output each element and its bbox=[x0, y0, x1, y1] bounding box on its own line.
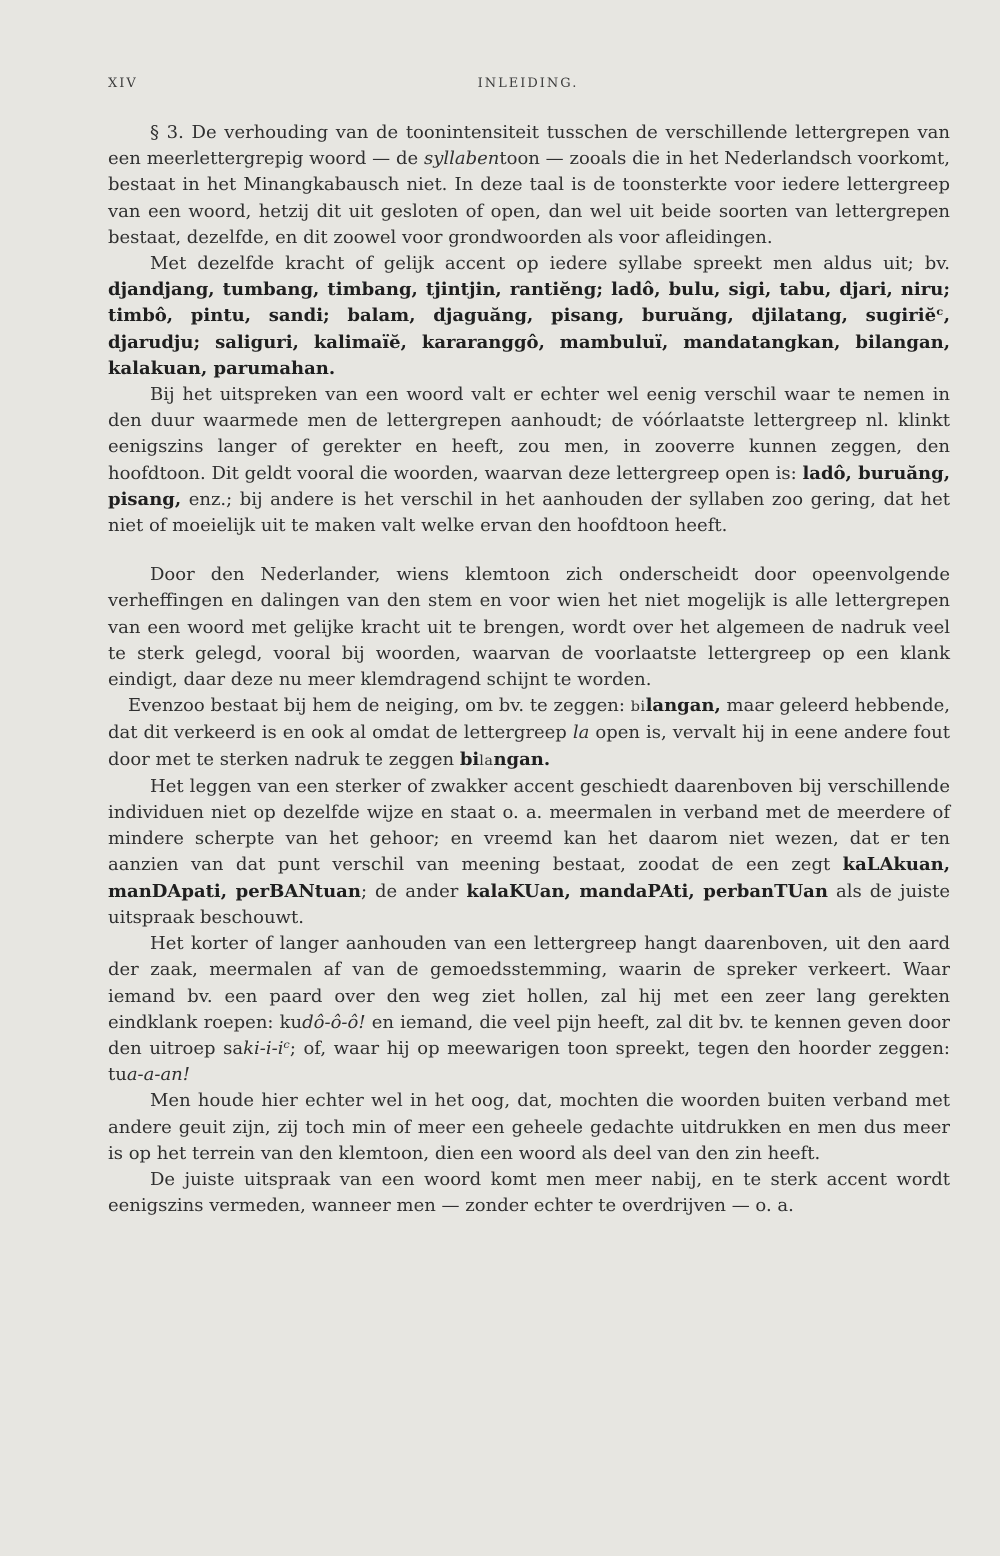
text-run: Het leggen van een sterker of zwakker accent geschiedt daarenboven bij verschillende individuen niet op dezelfde wijze en staat o. a. meermalen in verband met de meerdere of mindere scherpte van het gehoor; en vreemd kan het daarom niet wezen, dat er ten aanzien van dat punt verschil van meening bestaat, zoodat de een zegt bbox=[108, 775, 950, 876]
italic-term: a-a-an! bbox=[126, 1064, 191, 1086]
text-run: ; of, waar hij op meewarigen toon spreekt, tegen den hoorder zeggen: tu bbox=[108, 1037, 950, 1086]
italic-term: ki-i-iᶜ bbox=[243, 1037, 290, 1059]
paragraph-p8 bbox=[108, 1088, 950, 1167]
text-run: maar geleerd hebbende, dat dit verkeerd is en ook al omdat de lettergreep bbox=[108, 695, 950, 744]
bold-term: djandjang, tumbang, timbang, tjintjin, rantiĕng; ladô, bulu, sigi, tabu, djari, niru; timbô, pintu, sandi; balam, djaguăng, pisang, buruăng, djilatang, sugiriĕᶜ, djarudju; saliguri, kalimaïĕ, kararanggô, mambuluï, mandatangkan, bilangan, kalakuan, parumahan. bbox=[108, 279, 950, 379]
text-run: toon — zooals die in het Nederlandsch voorkomt, bestaat in het Minangkabausch niet. In deze taal is de toonsterkte voor iedere lettergreep van een woord, hetzij dit uit gesloten of open, dan wel uit beide soorten van lettergrepen bestaat, dezelfde, en dit zoowel voor grondwoorden als voor afleidingen. bbox=[108, 148, 950, 248]
italic-term: syllaben bbox=[423, 148, 500, 170]
text-run: Door den Nederlander, wiens klemtoon zich onderscheidt door opeenvolgende verheffingen en dalingen van den stem en voor wien het niet mogelijk is alle lettergrepen van een woord met gelijke kracht uit te brengen, wordt over het algemeen de nadruk veel te sterk gelegd, vooral bij woorden, waarvan de voorlaatste lettergreep op een klank eindigt, daar deze nu meer klemdragend schijnt te worden. bbox=[108, 564, 950, 691]
bold-term: ngan. bbox=[493, 748, 551, 770]
text-run: bi bbox=[630, 699, 646, 716]
text-run: De juiste uitspraak van een woord komt men meer nabij, en te sterk accent wordt eenigszins vermeden, wanneer men — zonder echter te overdrijven — o. a. bbox=[108, 1168, 950, 1217]
body-text bbox=[108, 120, 950, 1219]
text-run: ; de ander bbox=[360, 880, 467, 902]
italic-term: dô-ô-ô! bbox=[302, 1011, 366, 1033]
bold-term: langan, bbox=[645, 695, 721, 717]
text-run: Bij het uitspreken van een woord valt er echter wel eenig verschil waar te nemen in den duur waarmede men de lettergrepen aanhoudt; de vóórlaatste lettergreep nl. klinkt eenigszins langer of gerekter en heeft, zou men, in zooverre kunnen zeggen, den hoofdtoon. Dit geldt vooral die woorden, waarvan deze lettergreep open is: bbox=[108, 384, 950, 484]
bold-term: kalaKUan, mandaPAti, perbanTUan bbox=[466, 880, 828, 902]
italic-term: la bbox=[572, 722, 590, 744]
paragraph-p1 bbox=[108, 120, 950, 251]
text-run: Men houde hier echter wel in het oog, dat, mochten die woorden buiten verband met andere geuit zijn, zij toch min of meer een geheele gedachte uitdrukken en men dus meer is op het terrein van den klemtoon, dien een woord als deel van den zin heeft. bbox=[108, 1090, 950, 1164]
paragraph-p2 bbox=[108, 251, 950, 382]
running-head bbox=[108, 76, 948, 98]
running-title: INLEIDING. bbox=[477, 76, 579, 91]
text-run: enz.; bij andere is het verschil in het aanhouden der syllaben zoo gering, dat het niet of moeielijk uit te maken valt welke ervan den hoofdtoon heeft. bbox=[108, 488, 950, 537]
bold-term: ladô, buruăng, pisang, bbox=[108, 462, 950, 510]
text-run: open is, vervalt hij in eene andere fout door met te sterken nadruk te zeggen bbox=[108, 722, 950, 770]
text-run: Met dezelfde kracht of gelijk accent op iedere syllabe spreekt men aldus uit; bv. bbox=[150, 253, 950, 275]
text-run: Het korter of langer aanhouden van een lettergreep hangt daarenboven, uit den aard der zaak, meermalen af van de gemoedsstemming, waarin de spreker verkeert. Waar iemand bv. een paard over den weg ziet hollen, zal hij met een zeer lang gerekten eindklank roepen: ku bbox=[108, 933, 950, 1033]
paragraph-p6 bbox=[108, 774, 950, 931]
paragraph-p7 bbox=[108, 931, 950, 1088]
text-run: la bbox=[479, 752, 494, 769]
bold-term: kaLAkuan, manDApati, perBANtuan bbox=[108, 854, 950, 902]
paragraph-p9 bbox=[108, 1167, 950, 1219]
page-number: XIV bbox=[108, 76, 138, 91]
text-run: § 3. De verhouding van de toonintensiteit tusschen de verschillende lettergrepen van een meerlettergrepig woord — de bbox=[108, 122, 950, 170]
text-run: Evenzoo bestaat bij hem de neiging, om bv. te zeggen: bbox=[128, 695, 631, 717]
text-run: als de juiste uitspraak beschouwt. bbox=[108, 880, 950, 928]
paragraph-p4 bbox=[108, 562, 950, 693]
paragraph-p3 bbox=[108, 382, 950, 539]
bold-term: bi bbox=[459, 748, 480, 770]
text-run: en iemand, die veel pijn heeft, zal dit bv. te kennen geven door den uitroep sa bbox=[108, 1011, 950, 1059]
paragraph-p5 bbox=[108, 693, 950, 774]
